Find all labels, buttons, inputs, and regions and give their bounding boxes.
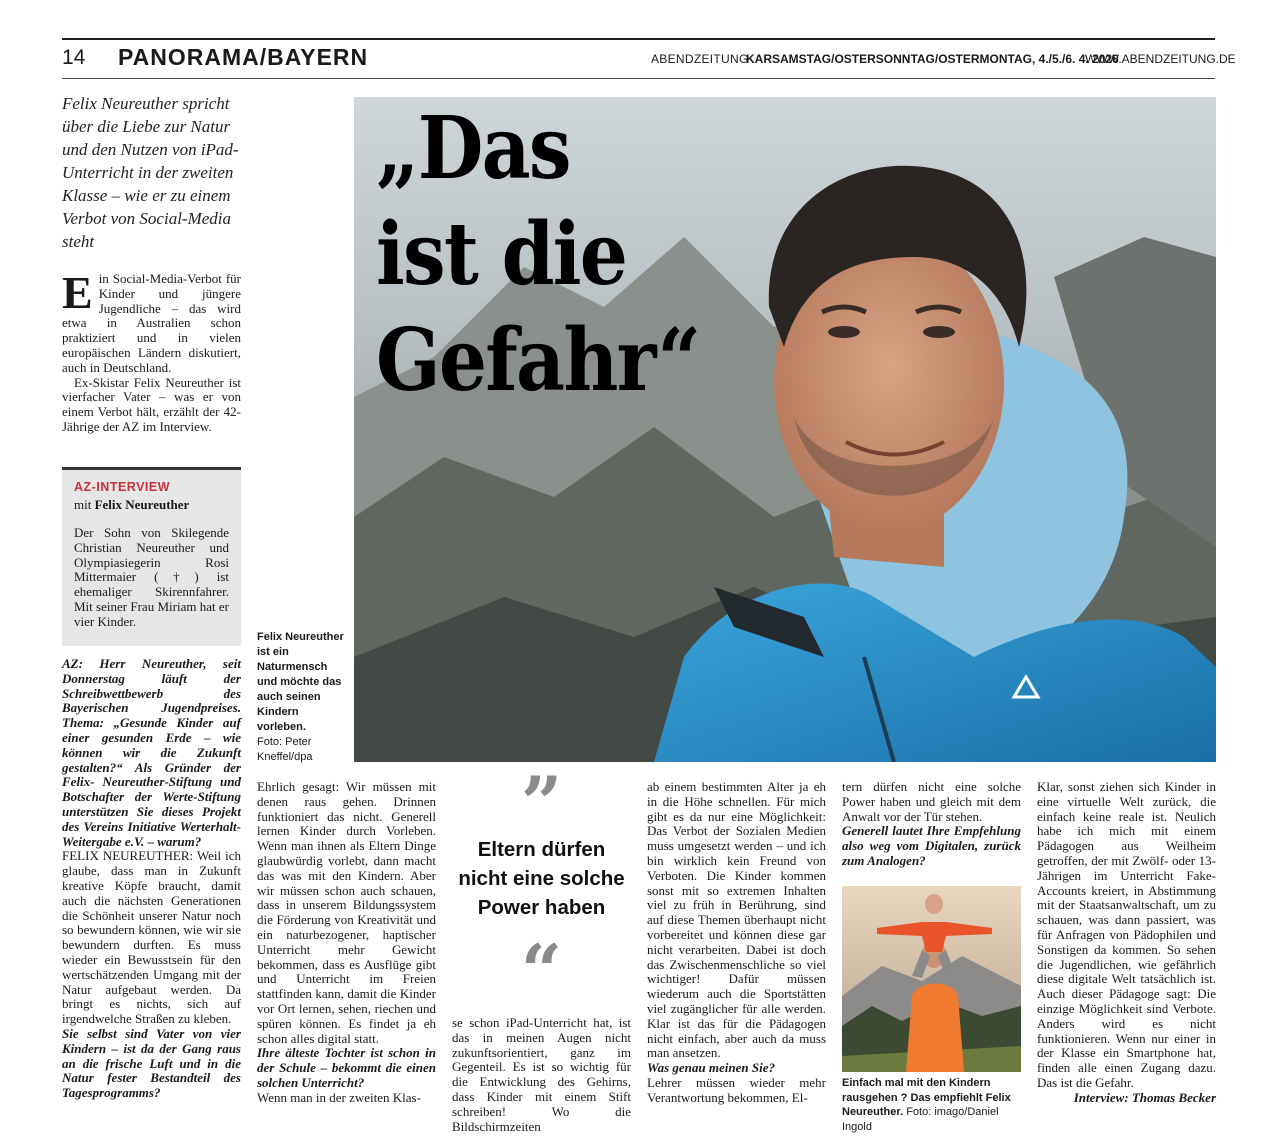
answer-1: FELIX NEUREUTHER: Weil ich glaube, dass man in Zukunft kreative Köpfe braucht, damit auch die nächsten Generationen die Schönheit unserer Natur noch so bewundern können, wie wir sie bewundern durften. Es muss wieder ein Bewusstsein für den wertschätzenden Umgang mit der Natur aufgebaut werden. Da bringt es nichts, sich auf irgendwelche Straßen zu kleben.	[62, 848, 241, 1027]
question-2: Sie selbst sind Vater von vier Kindern – ist da der Gang raus an die frische Luft und in die Natur fester Bestandteil des Tagesprogramms?	[62, 1025, 241, 1101]
page-number: 14	[62, 46, 86, 69]
answer-4-end: tern dürfen nicht eine solche Power haben und gleich mit dem Anwalt vor der Tür stehen.	[842, 779, 1021, 824]
column-2	[257, 780, 436, 1106]
pull-quote-close-mark: “	[520, 928, 563, 1013]
answer-2: Ehrlich gesagt: Wir müssen mit denen raus gehen. Drinnen funktioniert das nicht. Generell lernen Kinder durch Vorleben. Wenn man ihnen als Eltern Dinge glaubwürdig vorlebt, dann macht das was mit den Kindern. Aber wir müssen schon auch schauen, dass in unserem Bildungssystem die Förderung von Kreativität und ein naturbezogener, haptischer Unterricht mehr Gewicht bekommen, dass es Ausflüge gibt und Unterricht im Freien stattfinden kann, damit die Kinder vor Ort lernen, sehen, riechen und spüren können. Es findet ja eh schon alles digital statt.	[257, 779, 436, 1046]
secondary-photo-caption-text: Einfach mal mit den Kindern rausgehen ? Das empfiehlt Felix Neureuther.	[842, 1077, 1011, 1118]
column-1	[62, 657, 241, 1101]
lead-paragraph-1: in Social-Media-Verbot für Kinder und jüngere Jugendliche – das wird etwa in Australien schon praktiziert und in vielen europäischen Ländern diskutiert, auch in Deutschland.	[62, 271, 241, 375]
main-photo-caption	[257, 630, 345, 765]
column-4	[647, 780, 826, 1106]
main-photo-caption-text: Felix Neureuther ist ein Naturmensch und möchte das auch seinen Kindern vorleben.	[257, 631, 344, 733]
column-6	[1037, 780, 1216, 1106]
answer-3-cont: se schon iPad-Unterricht hat, ist das in meinen Augen nicht zukunftsorientiert, ganz im Gegenteil. Es ist so wichtig für die Entwicklung des Gehirns, dass Kinder mit einem Stift schreiben! Wo die Bildschirmzeiten	[452, 1015, 631, 1134]
question-1: AZ: Herr Neureuther, seit Donnerstag läuft der Schreibwettbewerb des Bayerischen Jugendpreises. Thema: „Gesunde Kinder auf einer gesunden Erde – wie können wir die Zukunft gestalten?“ Als Gründer der Felix- Neureuther-Stiftung und Botschafter der Werte-Stiftung unterstützen Sie dieses Projekt des Vereins Initiative Werterhalt-Weitergabe e.V. – warum?	[62, 656, 241, 849]
headline-line-1: „Das	[376, 98, 570, 199]
question-3: Ihre älteste Tochter ist schon in der Schule – bekommt die einen solchen Unterricht?	[257, 1045, 436, 1090]
interview-signoff: Interview: Thomas Becker	[1073, 1089, 1216, 1105]
answer-3-end: ab einem bestimmten Alter ja eh in die Höhe schnellen. Für mich gibt es da nur eine Möglichkeit: Das Verbot der Sozialen Medien muss umgesetzt werden – und ich bin wirklich kein Freund von Verboten. Die Kinder kommen sonst mit so extremen Inhalten viel zu früh in Berührung, sind auf diese Themen überhaupt nicht vorbereitet und können diese gar nicht verarbeiten. Dabei ist doch das Zwischenmenschliche so viel wichtiger! Dafür müssen wiederum auch die Sportstätten viel zugänglicher für alle werden. Klar ist das für die Pädagogen nicht einfach, aber auch da muss man ansetzen.	[647, 779, 826, 1061]
pull-quote: Eltern dürfen nicht eine solche Power haben	[458, 838, 625, 919]
publication-url: WWW.ABENDZEITUNG.DE	[1085, 52, 1236, 66]
lead-paragraph-2: Ex-Skistar Felix Neureuther ist vierfacher Vater – was er von einem Verbot hält, erzählt der 42-Jährige der AZ im Interview.	[62, 374, 241, 434]
section-title: PANORAMA/BAYERN	[118, 44, 369, 70]
column-5	[842, 780, 1021, 869]
interview-infobox	[62, 467, 241, 646]
issue-date: KARSAMSTAG/OSTERSONNTAG/OSTERMONTAG, 4./5./6. 4. 2026	[746, 52, 1119, 66]
infobox-subtitle	[74, 497, 189, 513]
article-intro: Felix Neureuther spricht über die Liebe zur Natur und den Nutzen von iPad-Unterricht in der zweiten Klasse – wie er zu einem Verbot von Social-Media steht	[62, 94, 239, 251]
headline-line-2: ist die	[376, 204, 627, 305]
header-top-rule	[62, 38, 1215, 40]
question-4: Was genau meinen Sie?	[647, 1060, 775, 1076]
headline-line-3: Gefahr“	[376, 310, 700, 411]
infobox-sub-name: Felix Neureuther	[94, 497, 190, 512]
answer-4-start: Lehrer müssen wieder mehr Verantwortung bekommen, El-	[647, 1074, 826, 1105]
pull-quote-open-mark: ”	[520, 760, 563, 845]
publication-name: ABENDZEITUNG	[651, 52, 749, 66]
infobox-body: Der Sohn von Skilegende Christian Neureuther und Olympiasiegerin Rosi Mittermaier (†) ist ehemaliger Skirennfahrer. Mit seiner Frau Miriam hat er vier Kinder.	[74, 525, 229, 629]
drop-cap: E	[62, 267, 93, 318]
article-lead	[62, 267, 241, 435]
headline	[376, 96, 699, 414]
infobox-sub-prefix: mit	[74, 497, 92, 512]
secondary-photo	[842, 886, 1021, 1072]
answer-5: Klar, sonst ziehen sich Kinder in eine virtuelle Welt zurück, die einfach keine reale ist. Neulich habe ich mich mit einem Pädagogen aus Weilheim getroffen, der mit Zwölf- oder 13-Jährigen im Unterricht Fake-Accounts kreiert, in Abstimmung mit der Staatsanwaltschaft, um zu schauen, was dann passiert, was für Anfragen von Pädophilen und Sonstigen da kommen. So sehen die Jugendlichen, wie gefährlich diese digitale Welt tatsächlich ist. Auch dieser Pädagoge sagt: Die einzige Möglichkeit sind Verbote. Anders wird es nicht funktionieren. Wenn nur einer in der Klasse ein Smartphone hat, finden alle einen Zugang dazu. Das ist die Gefahr.	[1037, 779, 1216, 1090]
answer-3-start: Wenn man in der zweiten Klas-	[257, 1089, 421, 1105]
question-5: Generell lautet Ihre Empfehlung also weg vom Digitalen, zurück zum Analogen?	[842, 823, 1021, 868]
secondary-photo-credit: Foto: imago/Daniel Ingold	[842, 1106, 999, 1133]
header-bottom-rule	[62, 78, 1215, 79]
column-3	[452, 1016, 631, 1134]
secondary-photo-caption	[842, 1076, 1027, 1134]
main-photo-credit: Foto: Peter Kneffel/dpa	[257, 736, 313, 763]
infobox-label: AZ-INTERVIEW	[74, 480, 171, 494]
